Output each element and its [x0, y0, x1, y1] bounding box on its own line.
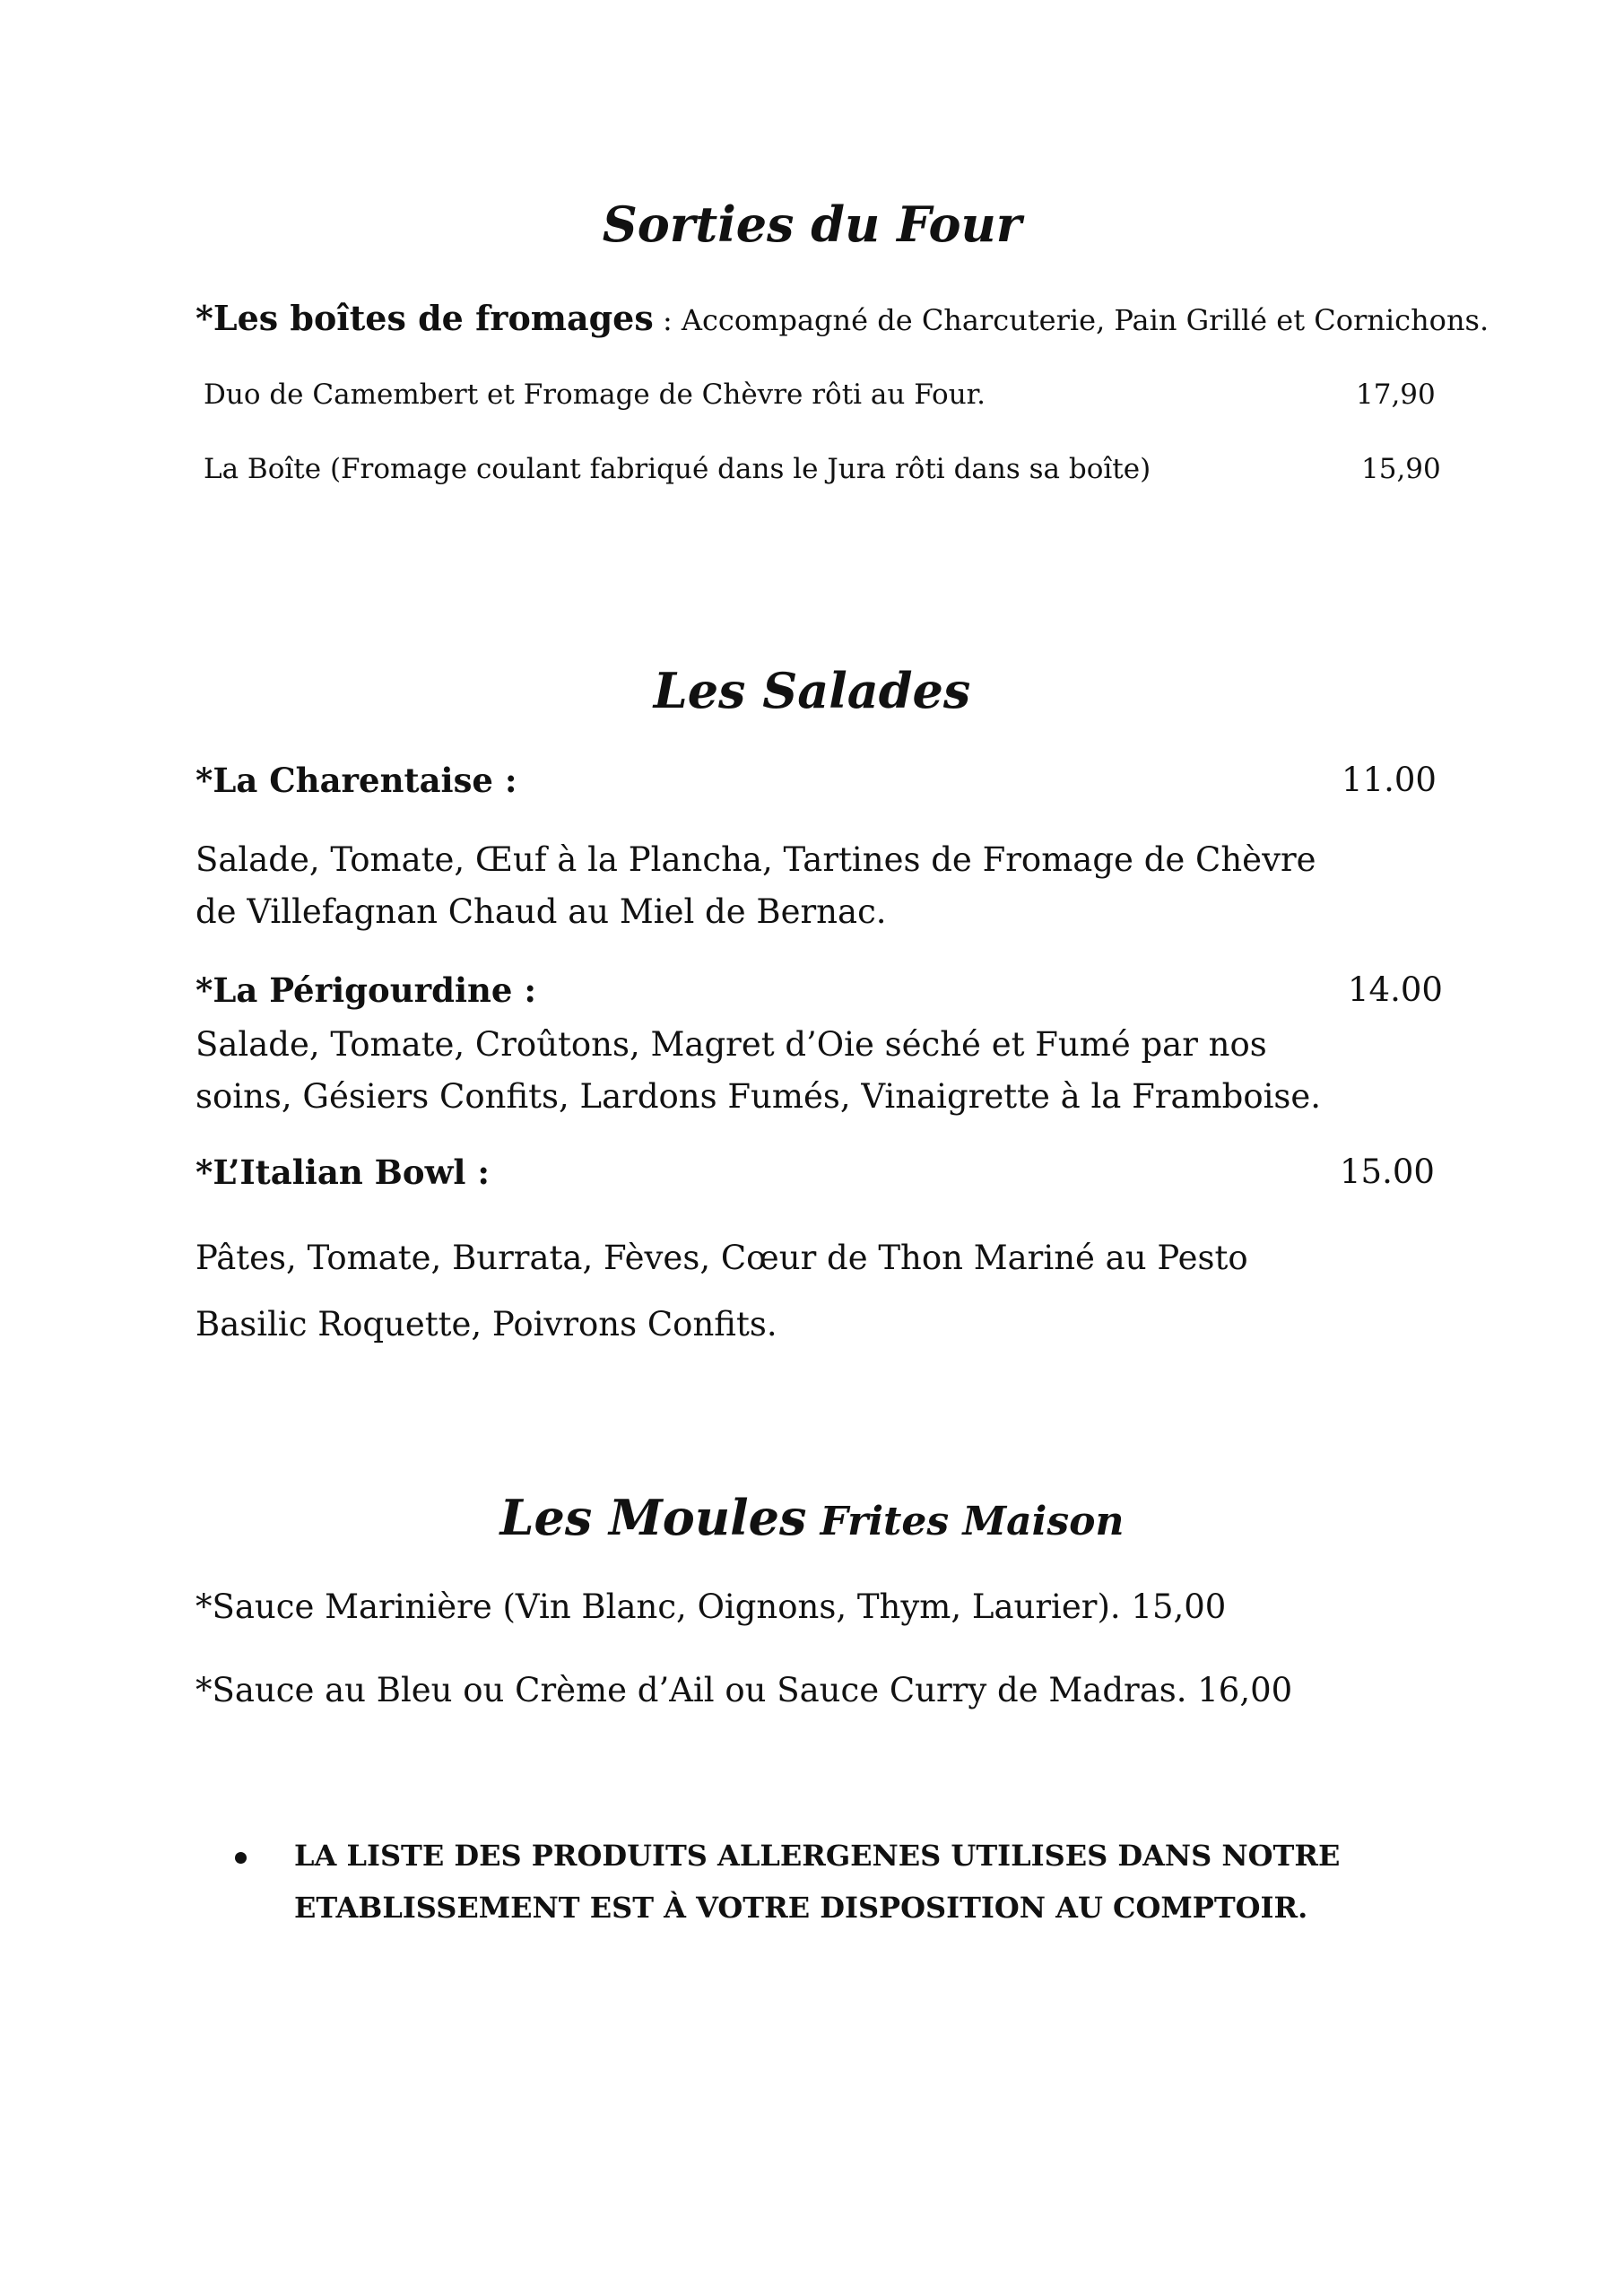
section-title-moules: [0, 1489, 1624, 1546]
menu-item-name: La Boîte (Fromage coulant fabriqué dans le Jura rôti dans sa boîte): [204, 453, 1151, 485]
allergen-notice: [235, 1830, 1370, 1934]
section-title-four: Sorties du Four: [602, 196, 1022, 253]
moules-item: *Sauce au Bleu ou Crème d’Ail ou Sauce Curry de Madras. 16,00: [195, 1671, 1293, 1709]
menu-item-price: 17,90: [1356, 378, 1436, 411]
menu-item-price: 15,90: [1361, 453, 1441, 485]
salad-description: Salade, Tomate, Œuf à la Plancha, Tartines de Fromage de Chèvre de Villefagnan Chaud au Miel de Bernac.: [195, 840, 1316, 931]
salad-name: *L’Italian Bowl :: [195, 1152, 491, 1192]
salad-price: 14.00: [1348, 970, 1443, 1009]
moules-title-main: Les Moules: [499, 1489, 807, 1546]
section-title-salades: Les Salades: [653, 662, 971, 719]
moules-title-small: Frites Maison: [806, 1499, 1125, 1544]
salad-name: *La Périgourdine :: [195, 970, 536, 1010]
salad-price: 11.00: [1342, 761, 1437, 799]
moules-item: *Sauce Marinière (Vin Blanc, Oignons, Thym, Laurier). 15,00: [195, 1587, 1227, 1626]
salad-name: *La Charentaise :: [195, 761, 517, 800]
cheese-box-label: *Les boîtes de fromages: [195, 298, 654, 338]
salad-description: Pâtes, Tomate, Burrata, Fèves, Cœur de Thon Mariné au Pesto Basilic Roquette, Poivrons Confits.: [195, 1239, 1248, 1344]
menu-item-name: Duo de Camembert et Fromage de Chèvre rôti au Four.: [204, 378, 986, 411]
salad-description: Salade, Tomate, Croûtons, Magret d’Oie séché et Fumé par nos soins, Gésiers Confits, Lardons Fumés, Vinaigrette à la Framboise.: [195, 1025, 1322, 1116]
salad-price: 15.00: [1340, 1152, 1435, 1191]
cheese-box-heading: [195, 298, 1489, 338]
allergen-notice-text: LA LISTE DES PRODUITS ALLERGENES UTILISES DANS NOTRE ETABLISSEMENT EST À VOTRE DISPOSITION AU COMPTOIR.: [294, 1839, 1341, 1925]
bullet-icon: [235, 1852, 247, 1864]
cheese-box-description: : Accompagné de Charcuterie, Pain Grillé et Cornichons.: [653, 303, 1489, 337]
